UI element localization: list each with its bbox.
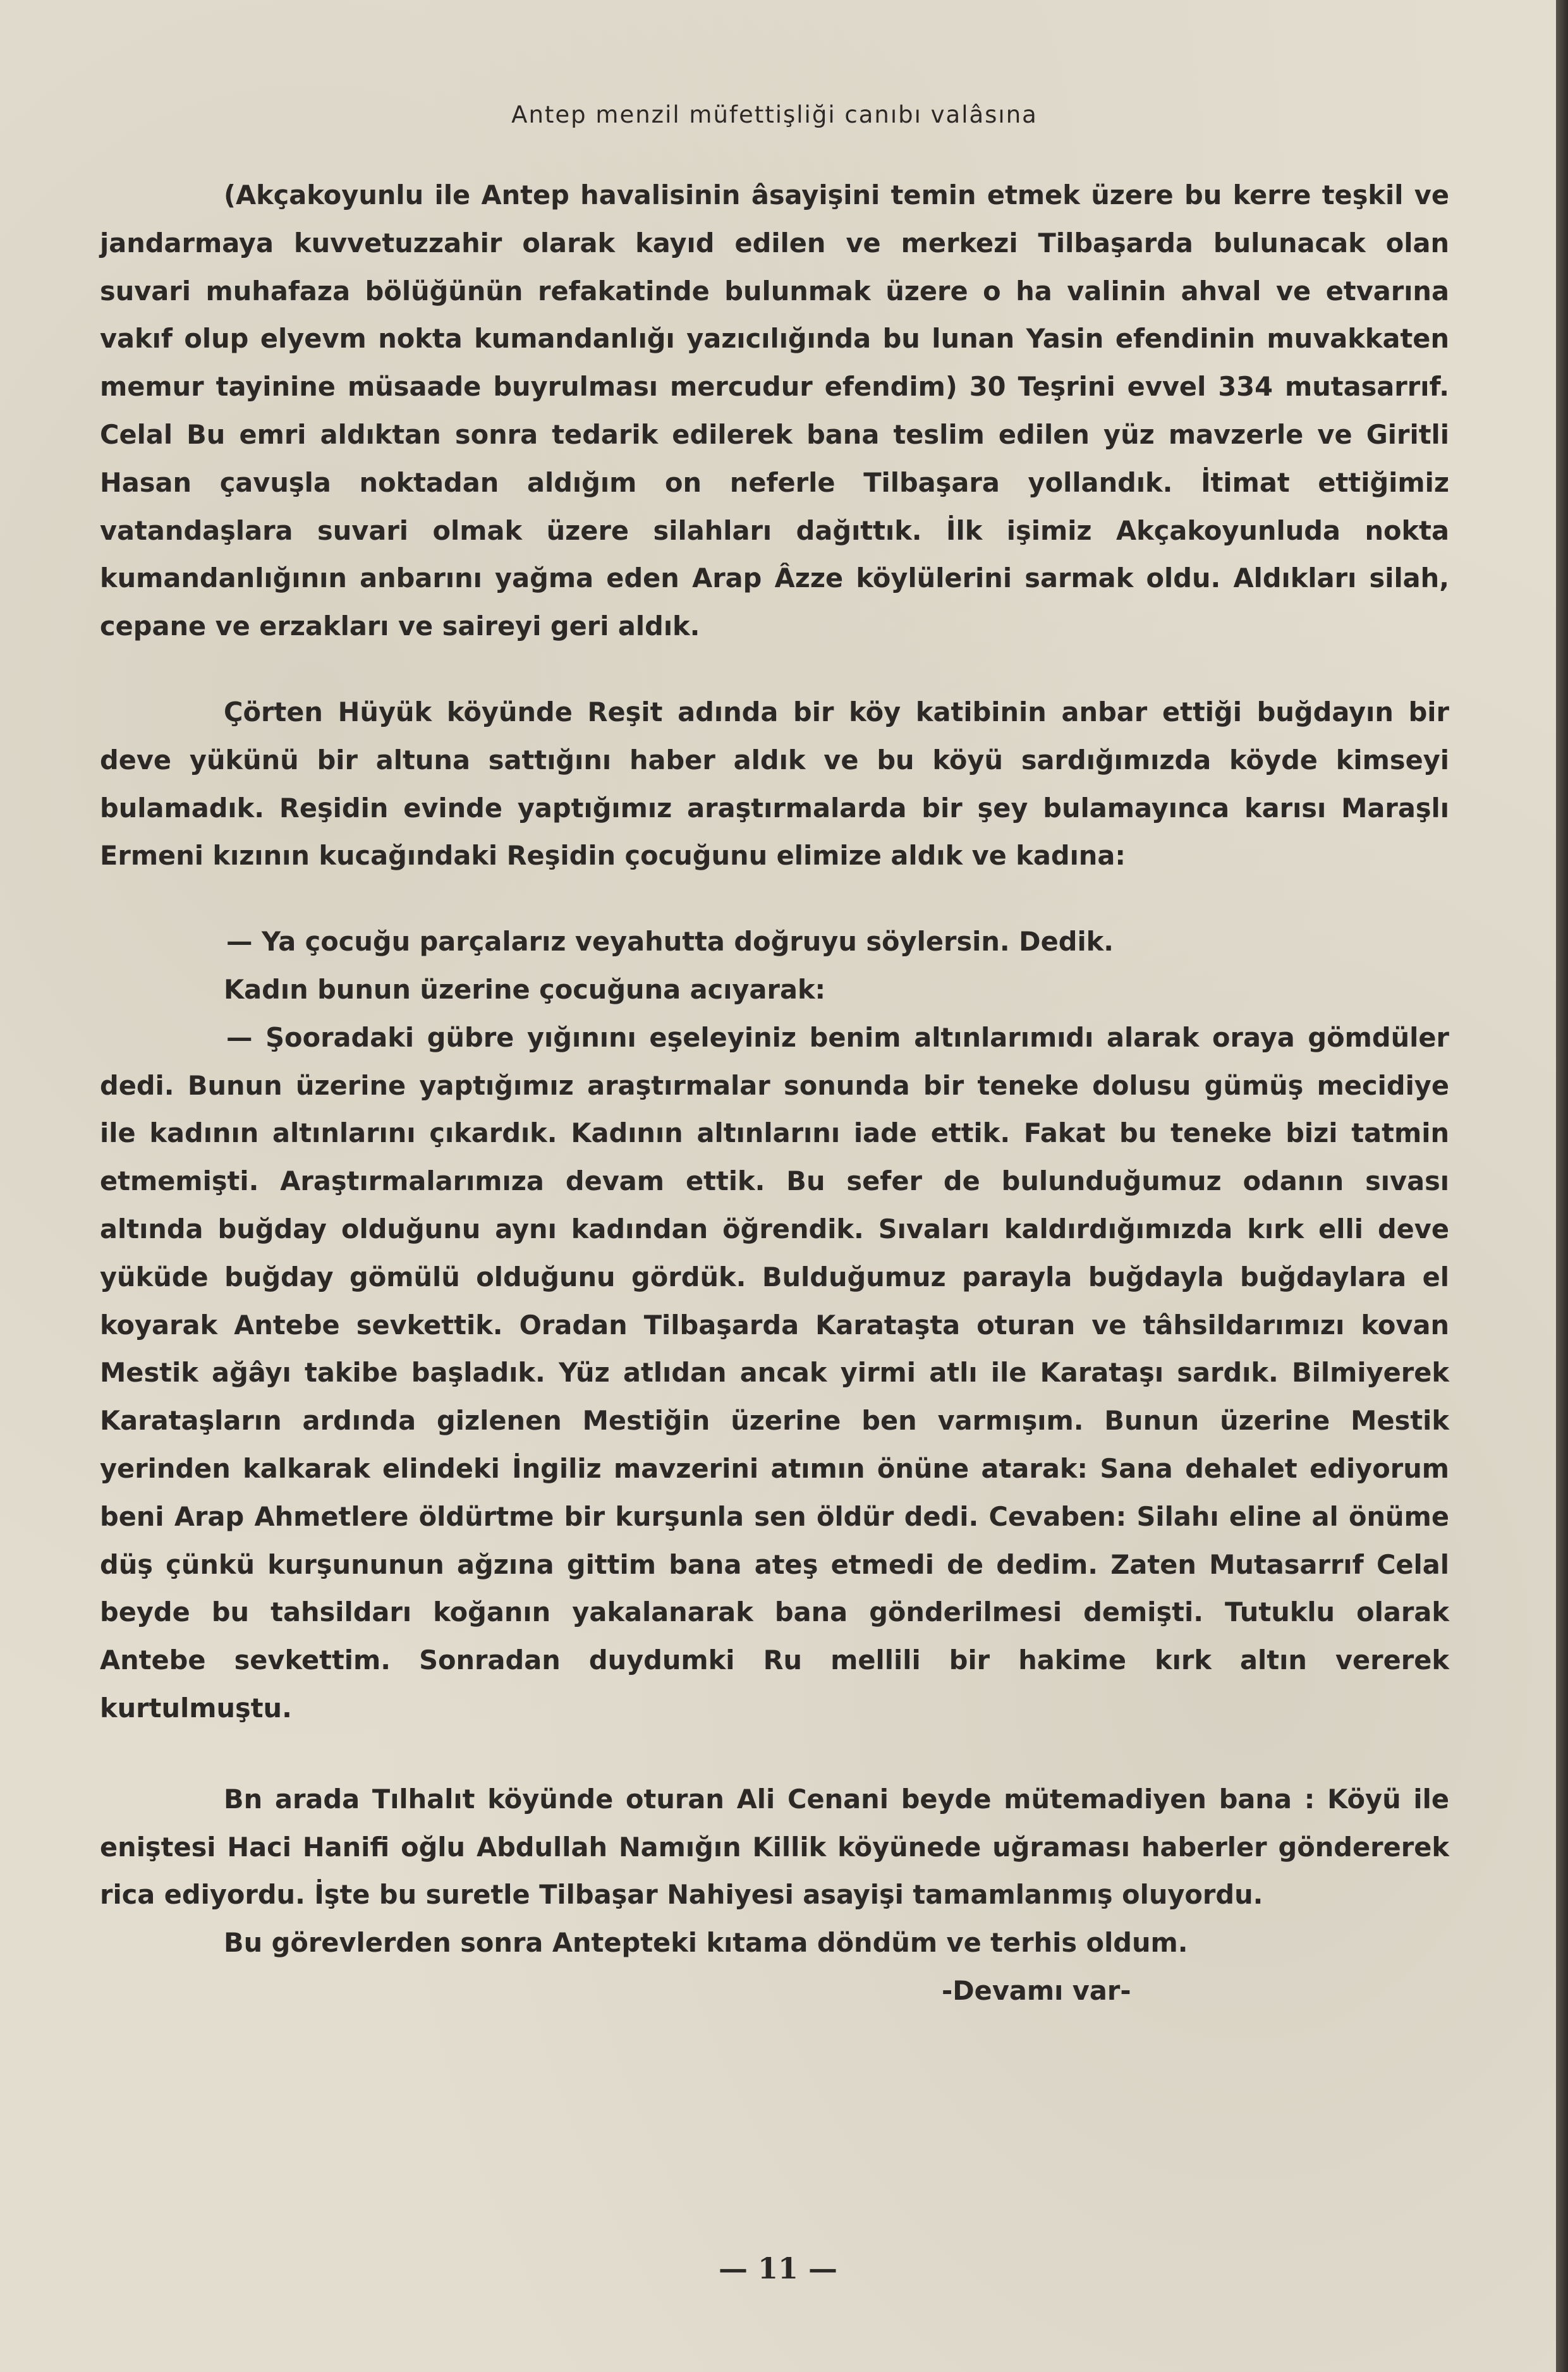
page-edge-shadow [1556, 0, 1568, 2372]
paragraph-telegram: (Akçakoyunlu ile Antep havalisinin âsayişini temin etmek üzere bu kerre teşkil ve jandarmaya kuvvetuzzahir olarak kayıd edilen ve merkezi Tilbaşarda bulunacak olan suvari muhafaza bölüğünün refakatinde bulunmak üzere o ha valinin ahval ve etvarına vakıf olup elyevm nokta kumandanlığı yazıcılığında bu lunan Yasin efendinin muvakkaten memur tayinine müsaade buyrulması mercudur efendim) 30 Teşrini evvel 334 mutasarrıf. Celal Bu emri aldıktan sonra tedarik edilerek bana teslim edilen yüz mavzerle ve Giritli Hasan çavuşla noktadan aldığım on neferle Tilbaşara yollandık. İtimat ettiğimiz vatandaşlara suvari olmak üzere silahları dağıttık. İlk işimiz Akçakoyunluda nokta kumandanlığının anbarını yağma eden Arap Âzze köylülerini sarmak oldu. Aldıkları silah, cepane ve erzakları ve saireyi geri aldık. [100, 179, 1449, 642]
paragraph-corten-huyuk: Çörten Hüyük köyünde Reşit adında bir köy katibinin anbar ettiği buğdayın bir deve yükünü bir altuna sattığını haber aldık ve bu köyü sardığımızda köyde kimseyi bulamadık. Reşidin evinde yaptığımız araştırmalarda bir şey bulamayınca karısı Maraşlı Ermeni kızının kucağındaki Reşidin çocuğunu elimize aldık ve kadına: [100, 696, 1449, 872]
dialog-line-woman: Kadın bunun üzerine çocuğuna acıyarak: [224, 973, 826, 1005]
page-number: — 11 — [718, 2251, 838, 2285]
page-content [100, 101, 1449, 2015]
paragraph-tilbasar-order: Bn arada Tılhalıt köyünde oturan Ali Cenani beyde mütemadiyen bana : Köyü ile eniştesi Haci Hanifi oğlu Abdullah Namığın Killik köyünede uğraması haberler göndererek rica ediyordu. İşte bu suretle Tilbaşar Nahiyesi asayişi tamamlanmış oluyordu. [100, 1783, 1449, 1911]
page-title: Antep menzil müfettişliği canıbı valâsına [511, 101, 1038, 128]
paragraph-gold-and-wheat: — Şooradaki gübre yığınını eşeleyiniz benim altınlarımıdı alarak oraya gömdüler dedi. Bunun üzerine yaptığımız araştırmalar sonunda bir teneke dolusu gümüş mecidiye ile kadının altınlarını çıkardık. Kadının altınlarını iade ettik. Fakat bu teneke bizi tatmin etmemişti. Araştırmalarımıza devam ettik. Bu sefer de bulunduğumuz odanın sıvası altında buğday olduğunu aynı kadından öğrendik. Sıvaları kaldırdığımızda kırk elli deve yüküde buğday gömülü olduğunu gördük. Bulduğumuz parayla buğdayla buğdaylara el koyarak Antebe sevkettik. Oradan Tilbaşarda Karataşta oturan ve tâhsildarımızı kovan Mestik ağâyı takibe başladık. Yüz atlıdan ancak yirmi atlı ile Karataşı sardık. Bilmiyerek Karataşların ardında gizlenen Mestiğin üzerine ben varmışım. Bunun üzerine Mestik yerinden kalkarak elindeki İngiliz mavzerini atımın önüne atarak: Sana dehalet ediyorum beni Arap Ahmetlere öldürtme bir kurşunla sen öldür dedi. Cevaben: Silahı eline al önüme düş çünkü kurşununun ağzına gittim bana ateş etmedi de dedim. Zaten Mutasarrıf Celal beyde bu tahsildarı koğanın yakalanarak bana gönderilmesi demişti. Tutuklu olarak Antebe sevkettim. Sonradan duydumki Ru mellili bir hakime kırk altın vererek kurtulmuştu. [100, 1021, 1449, 1724]
paragraph-return: Bu görevlerden sonra Antepteki kıtama döndüm ve terhis oldum. [224, 1927, 1188, 1959]
continued-note: -Devamı var- [942, 1974, 1131, 2006]
dialog-line-threat: — Ya çocuğu parçalarız veyahutta doğruyu söylersin. Dedik. [226, 926, 1114, 958]
